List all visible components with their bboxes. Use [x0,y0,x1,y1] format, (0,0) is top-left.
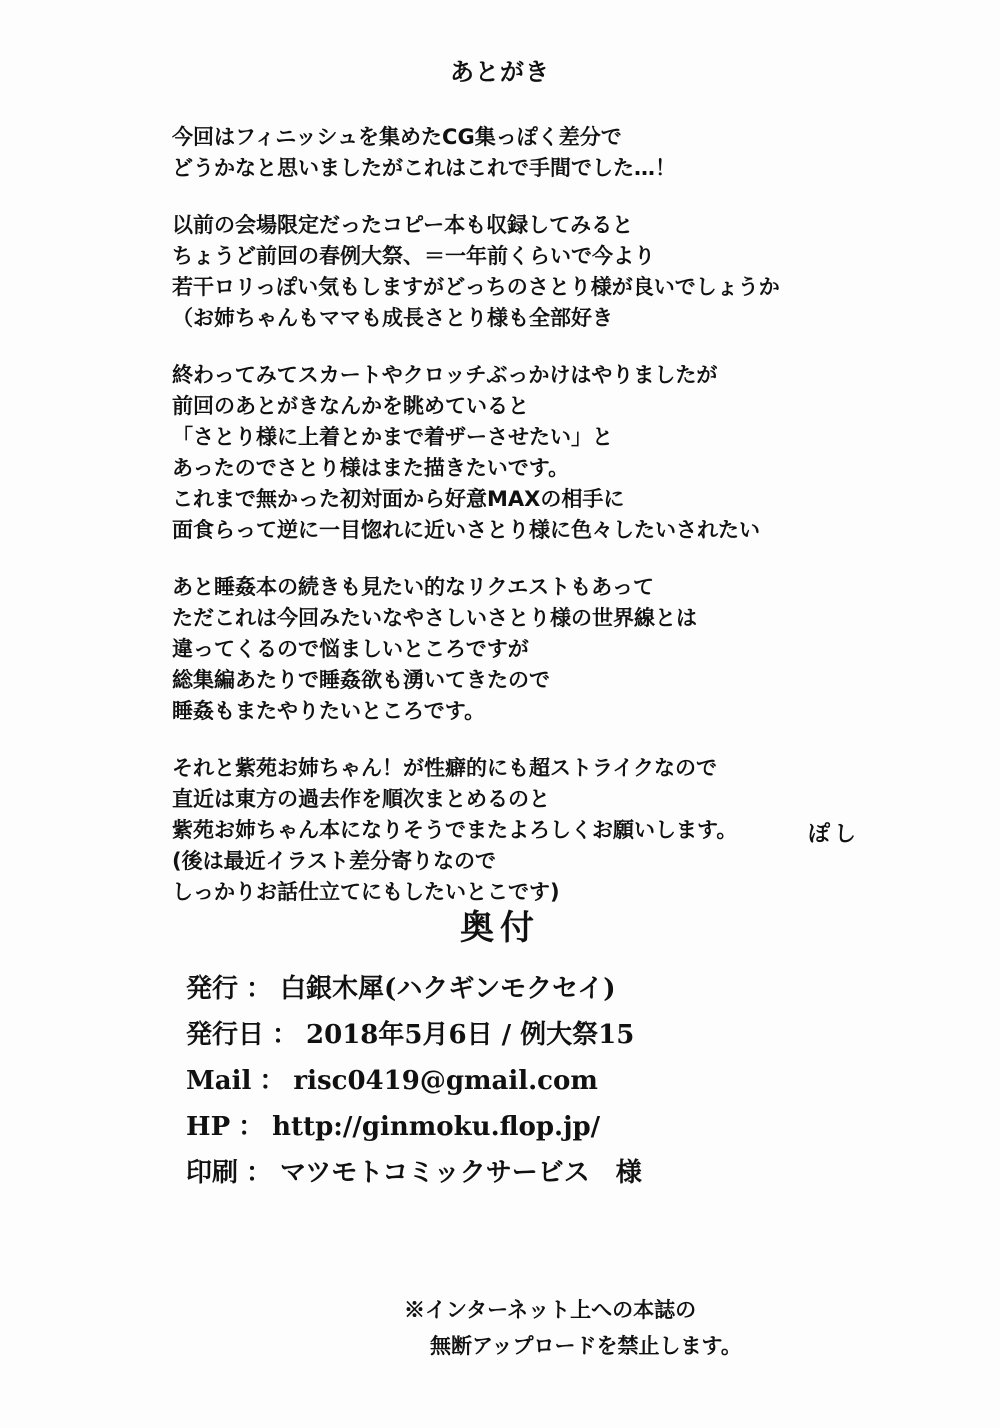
colophon-value: マツモトコミックサービス 様 [280,1158,642,1188]
colophon-value: 2018年5月6日 / 例大祭15 [306,1020,635,1050]
paragraph-5 [172,753,872,908]
colophon-date [186,1014,806,1056]
notice-line: ※インターネット上への本誌の [404,1297,697,1322]
text-line: ただこれは今回みたいなやさしいさとり様の世界線とは [172,606,697,630]
colophon-label: HP [186,1112,231,1142]
text-line: 「さとり様に上着とかまで着ザーさせたい」と [172,425,613,449]
text-line: これまで無かった初対面から好意MAXの相手に [172,487,625,511]
text-line: 今回はフィニッシュを集めたCG集っぽく差分で [172,125,622,149]
notice-line: 無断アップロードを禁止します。 [430,1333,742,1358]
author-signature: ぽし [808,822,861,847]
colophon-label: 印刷 [186,1158,239,1188]
text-line: (後は最近イラスト差分寄りなので [172,849,496,873]
colophon-separator: ： [272,1020,299,1050]
text-line: （お姉ちゃんもママも成長さとり様も全部好き [172,306,613,330]
text-line: あと睡姦本の続きも見たい的なリクエストもあって [172,575,654,599]
text-line: 総集編あたりで睡姦欲も湧いてきたので [172,668,550,692]
afterword-title: あとがき [450,58,550,86]
upload-prohibition-notice [404,1292,844,1364]
colophon-separator: ： [246,1158,273,1188]
colophon-separator: ： [259,1066,286,1096]
text-line: しっかりお話仕立てにもしたいとこです) [172,880,560,904]
text-line: 若干ロリっぽい気もしますがどっちのさとり様が良いでしょうか [172,275,780,299]
colophon-title: 奥付 [460,908,540,948]
colophon-mail [186,1060,806,1102]
colophon-label: 発行日 [186,1020,265,1050]
colophon-label: 発行 [186,974,239,1004]
colophon-value: risc0419@gmail.com [293,1066,598,1096]
paragraph-3 [172,360,872,546]
text-line: 睡姦もまたやりたいところです。 [172,699,486,723]
text-line: それと紫苑お姉ちゃん！が性癖的にも超ストライクなので [172,756,717,780]
afterword-body [172,122,872,934]
text-line: 直近は東方の過去作を順次まとめるのと [172,787,550,811]
colophon-value: http://ginmoku.flop.jp/ [272,1112,601,1142]
text-line: ちょうど前回の春例大祭、＝一年前くらいで今より [172,244,655,268]
paragraph-2 [172,210,872,334]
colophon-label: Mail [186,1066,252,1096]
colophon [186,968,806,1198]
colophon-separator: ： [238,1112,265,1142]
paragraph-4 [172,572,872,727]
text-line: 紫苑お姉ちゃん本になりそうでまたよろしくお願いします。 [172,818,738,842]
text-line: 前回のあとがきなんかを眺めていると [172,394,529,418]
colophon-printer [186,1152,806,1194]
text-line: 終わってみてスカートやクロッチぶっかけはやりましたが [172,363,718,387]
colophon-value: 白銀木犀(ハクギンモクセイ) [280,974,616,1004]
colophon-homepage [186,1106,806,1148]
colophon-separator: ： [246,974,273,1004]
text-line: どうかなと思いましたがこれはこれで手間でした…！ [172,156,676,180]
text-line: 面食らって逆に一目惚れに近いさとり様に色々したいされたい [172,518,760,542]
paragraph-1 [172,122,872,184]
text-line: あったのでさとり様はまた描きたいです。 [172,456,570,480]
colophon-publisher [186,968,806,1010]
text-line: 違ってくるので悩ましいところですが [172,637,529,661]
text-line: 以前の会場限定だったコピー本も収録してみると [172,213,634,237]
